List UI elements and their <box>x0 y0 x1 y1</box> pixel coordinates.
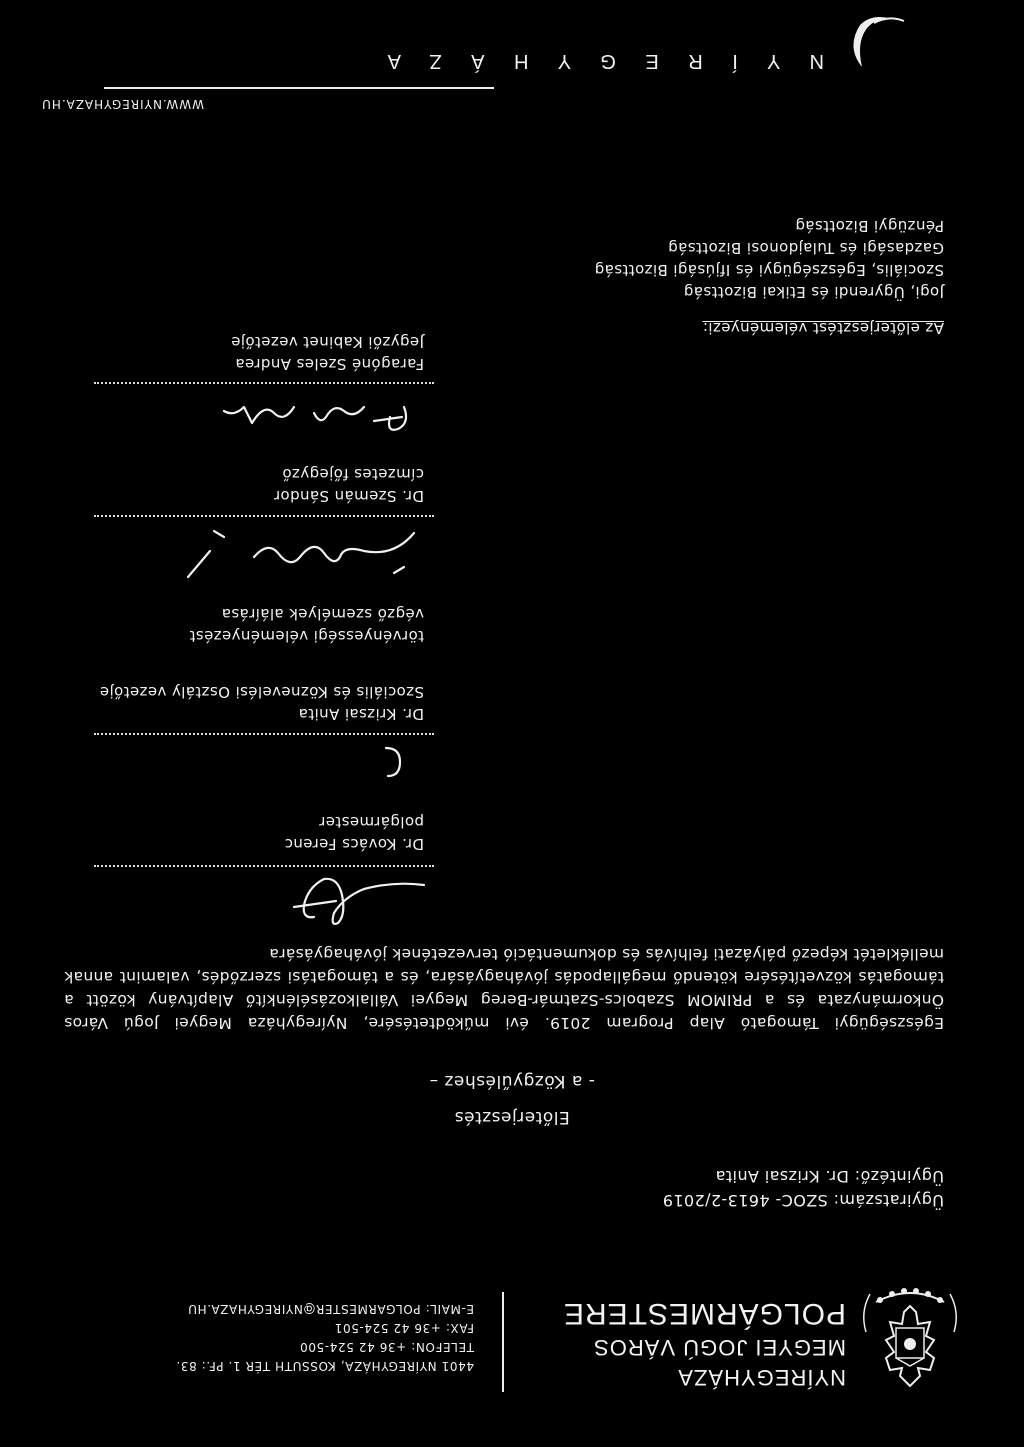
case-meta <box>662 1164 944 1212</box>
opinion-title: Az előterjesztést véleményezi: <box>702 319 944 337</box>
document-title: Előterjesztés <box>454 1107 570 1127</box>
footer-rule <box>104 87 494 89</box>
proposal-body: Egészségügyi Támogató Alap Program 2019. évi működtetésére, Nyíregyháza Megyei Jogú Város Önkormányzata és a PRIMOM Szabolcs-Szatmár-Bereg Megyei Vállalkozásélénkítő Alapítvány között a támogatás közvetítésére kötendő megállapodás jóváhagyására, és a támogatási szerződés, valamint annak mellékletét képező pályázati felhívás és dokumentáció tervezetének jóváhagyására <box>64 945 944 1032</box>
department-head-block <box>100 681 424 725</box>
mayor-block <box>284 811 424 855</box>
opinion-block <box>594 215 944 339</box>
committee-item: Pénzügyi Bizottság <box>795 217 944 235</box>
city-logo-icon <box>844 12 934 77</box>
mayor-name: Dr. Kovács Ferenc <box>284 835 424 853</box>
notary-name: Dr. Szemán Sándor <box>273 487 424 505</box>
contact-fax: FAX: +36 42 524-501 <box>334 1321 474 1335</box>
cabinet-head-signature-line <box>94 382 434 384</box>
document-heading <box>0 1069 1024 1129</box>
legality-heading <box>189 603 424 647</box>
mayor-role: polgármester <box>318 813 424 831</box>
mayor-signature-line <box>94 865 434 867</box>
committee-item: Szociális, Egészségügyi és Ifjúsági Bizottság <box>594 261 944 279</box>
letterhead-contact <box>176 1299 474 1375</box>
contact-phone: TELEFON: +36 42 524-500 <box>299 1340 474 1354</box>
committee-item: Jogi, Ügyrendi és Etikai Bizottság <box>683 283 944 301</box>
mayor-signature <box>264 867 434 937</box>
org-status: MEGYEI JOGÚ VÁROS <box>593 1335 846 1360</box>
org-city: NYÍREGYHÁZA <box>677 1365 846 1390</box>
cabinet-head-block <box>231 331 424 375</box>
department-head-signature <box>364 742 424 782</box>
cabinet-head-role: Jegyzői Kabinet vezetője <box>230 333 424 351</box>
file-number: Ügyiratszám: SZOC- 4613-2/2019 <box>662 1191 944 1210</box>
notary-signature-line <box>94 515 434 517</box>
notary-block <box>274 463 424 507</box>
letterhead-org <box>563 1296 846 1392</box>
notary-role: címzetes főjegyző <box>282 465 424 483</box>
department-head-name: Dr. Krizsai Anita <box>298 705 424 723</box>
department-head-role: Szociális és Köznevelési Osztály vezetője <box>99 683 424 701</box>
contact-address: 4401 NYÍREGYHÁZA, KOSSUTH TÉR 1. PF.: 83. <box>175 1359 474 1373</box>
legality-heading-line2: végző személyek aláírása <box>221 605 424 623</box>
legality-heading-line1: törvényességi véleményezést <box>189 627 424 645</box>
contact-email: E-MAIL: POLGARMESTER@NYIREGYHAZA.HU <box>187 1302 474 1316</box>
department-head-signature-line <box>94 733 434 735</box>
notary-signature <box>164 517 424 587</box>
org-office: POLGÁRMESTERE <box>562 1297 846 1330</box>
cabinet-head-name: Faragóné Szeles Andrea <box>235 355 424 373</box>
coat-of-arms-icon <box>856 1284 964 1392</box>
committee-item: Gazdasági és Tulajdonosi Bizottság <box>667 239 944 257</box>
footer-city-name: N Y Í R E G Y H Á Z A <box>375 50 824 72</box>
case-handler: Ügyintéző: Dr. Krizsai Anita <box>715 1167 944 1186</box>
footer-website: WWW.NYIREGYHAZA.HU <box>41 97 204 111</box>
letterhead-divider <box>502 1292 504 1392</box>
cabinet-head-signature <box>194 385 424 447</box>
document-subtitle: - a Közgyűléshez – <box>429 1071 595 1091</box>
